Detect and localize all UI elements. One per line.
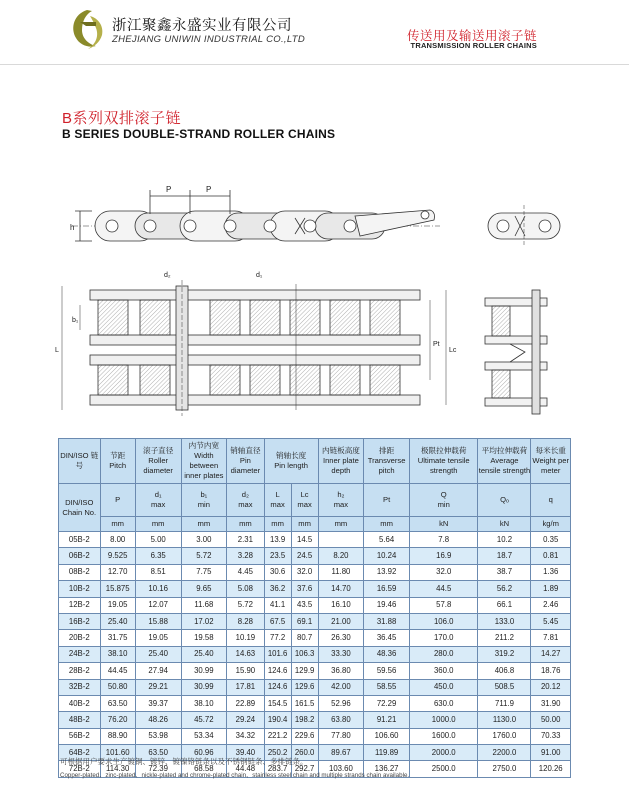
table-cell: 2000.0 [409, 745, 478, 761]
col-header-width: 内节内宽 Width between inner plates [181, 439, 227, 484]
symbol-cell: L max [264, 484, 291, 517]
table-cell: 63.80 [318, 712, 364, 728]
label-pitch-1: P [166, 185, 172, 194]
table-cell: 198.2 [291, 712, 318, 728]
col-header-pin-diameter: 销轴直径 Pin diameter [227, 439, 264, 484]
table-cell: 101.6 [264, 646, 291, 662]
label-d1: d₁ [256, 272, 263, 279]
table-cell: 48.26 [135, 712, 181, 728]
table-cell: 88.90 [100, 728, 135, 744]
chain-no-en-header: DIN/ISO Chain No. [59, 484, 101, 532]
table-cell: 10.2 [478, 532, 531, 548]
symbol-cell: d₁ max [135, 484, 181, 517]
table-cell: 136.27 [364, 761, 410, 777]
table-cell: 190.4 [264, 712, 291, 728]
chain-number-cell: 32B-2 [59, 679, 101, 695]
table-cell: 2.31 [227, 532, 264, 548]
table-cell: 77.2 [264, 630, 291, 646]
chain-number-cell: 08B-2 [59, 564, 101, 580]
table-cell: 67.5 [264, 613, 291, 629]
table-cell: 12.07 [135, 597, 181, 613]
company-name-cn: 浙江聚鑫永盛实业有限公司 [112, 18, 292, 34]
table-cell: 8.00 [100, 532, 135, 548]
table-cell: 21.00 [318, 613, 364, 629]
table-cell: 124.6 [264, 679, 291, 695]
label-l: L [55, 347, 59, 354]
table-cell: 58.55 [364, 679, 410, 695]
table-cell: 319.2 [478, 646, 531, 662]
table-cell: 31.90 [531, 695, 571, 711]
table-cell: 63.50 [100, 695, 135, 711]
table-cell: 18.7 [478, 548, 531, 564]
table-cell: 4.45 [227, 564, 264, 580]
table-cell: 17.02 [181, 613, 227, 629]
label-b1: b₁ [72, 317, 79, 324]
table-cell: 70.33 [531, 728, 571, 744]
table-cell: 43.5 [291, 597, 318, 613]
table-cell: 360.0 [409, 663, 478, 679]
table-cell: 14.27 [531, 646, 571, 662]
table-cell: 50.80 [100, 679, 135, 695]
table-cell: 76.20 [100, 712, 135, 728]
table-cell: 25.40 [100, 613, 135, 629]
unit-cell: mm [181, 517, 227, 532]
table-symbol-row [59, 484, 571, 517]
table-cell: 5.72 [227, 597, 264, 613]
col-header-pin-length: 销轴长度 Pin length [264, 439, 318, 484]
table-cell: 72.39 [135, 761, 181, 777]
table-cell: 39.40 [227, 745, 264, 761]
table-cell: 9.65 [181, 581, 227, 597]
symbol-cell: d₂ max [227, 484, 264, 517]
symbol-cell: Qₒ [478, 484, 531, 517]
table-cell: 30.99 [181, 663, 227, 679]
table-cell: 508.5 [478, 679, 531, 695]
table-unit-row [59, 517, 571, 532]
chain-number-cell: 48B-2 [59, 712, 101, 728]
table-cell: 44.45 [100, 663, 135, 679]
table-cell: 120.26 [531, 761, 571, 777]
table-cell: 39.37 [135, 695, 181, 711]
table-cell: 19.05 [135, 630, 181, 646]
chain-number-cell: 56B-2 [59, 728, 101, 744]
table-cell: 18.76 [531, 663, 571, 679]
chain-no-header: DIN/ISO 链号 [59, 439, 101, 484]
table-cell: 5.00 [135, 532, 181, 548]
table-cell: 30.99 [181, 679, 227, 695]
table-cell: 10.16 [135, 581, 181, 597]
table-cell: 13.92 [364, 564, 410, 580]
table-cell: 36.80 [318, 663, 364, 679]
symbol-cell: P [100, 484, 135, 517]
table-cell: 57.8 [409, 597, 478, 613]
table-cell: 45.72 [181, 712, 227, 728]
symbol-cell: Lc max [291, 484, 318, 517]
table-cell: 129.6 [291, 679, 318, 695]
table-row [59, 564, 571, 580]
table-row [59, 630, 571, 646]
table-cell: 280.0 [409, 646, 478, 662]
table-cell: 89.67 [318, 745, 364, 761]
table-cell: 72.29 [364, 695, 410, 711]
table-cell: 1.89 [531, 581, 571, 597]
table-cell: 2500.0 [409, 761, 478, 777]
unit-cell: mm [291, 517, 318, 532]
table-row [59, 613, 571, 629]
table-cell: 13.9 [264, 532, 291, 548]
table-cell: 161.5 [291, 695, 318, 711]
chain-number-cell: 20B-2 [59, 630, 101, 646]
table-cell: 42.00 [318, 679, 364, 695]
table-row [59, 581, 571, 597]
chain-number-cell: 06B-2 [59, 548, 101, 564]
table-cell: 2200.0 [478, 745, 531, 761]
table-cell: 20.12 [531, 679, 571, 695]
table-cell: 9.525 [100, 548, 135, 564]
unit-cell: mm [100, 517, 135, 532]
table-cell: 23.5 [264, 548, 291, 564]
table-cell: 6.35 [135, 548, 181, 564]
table-row [59, 597, 571, 613]
table-cell: 37.6 [291, 581, 318, 597]
table-cell: 14.5 [291, 532, 318, 548]
table-cell: 1760.0 [478, 728, 531, 744]
table-cell: 16.10 [318, 597, 364, 613]
table-row [59, 532, 571, 548]
table-cell: 68.58 [181, 761, 227, 777]
table-cell: 38.10 [100, 646, 135, 662]
table-cell: 5.72 [181, 548, 227, 564]
table-cell: 52.96 [318, 695, 364, 711]
chain-number-cell: 24B-2 [59, 646, 101, 662]
unit-cell: mm [264, 517, 291, 532]
table-row [59, 695, 571, 711]
table-cell: 106.3 [291, 646, 318, 662]
unit-cell: kg/m [531, 517, 571, 532]
unit-cell: kN [409, 517, 478, 532]
table-cell: 29.24 [227, 712, 264, 728]
table-cell: 211.2 [478, 630, 531, 646]
table-cell: 24.5 [291, 548, 318, 564]
table-cell: 114.30 [100, 761, 135, 777]
table-cell: 260.0 [291, 745, 318, 761]
table-cell: 22.89 [227, 695, 264, 711]
table-cell: 14.63 [227, 646, 264, 662]
note-cn: 可根据用户要求生产镀铜、镀锌、镀镍铬链条以及不锈钢链条、多排链条。 [60, 757, 308, 766]
label-d2: d₂ [164, 272, 171, 279]
chain-number-cell: 72B-2 [59, 761, 101, 777]
col-header-roller: 滚子直径 Roller diameter [135, 439, 181, 484]
table-row [59, 679, 571, 695]
table-cell: 32.0 [291, 564, 318, 580]
table-cell: 3.28 [227, 548, 264, 564]
table-cell: 15.875 [100, 581, 135, 597]
table-cell: 0.81 [531, 548, 571, 564]
table-cell: 229.6 [291, 728, 318, 744]
table-cell: 33.30 [318, 646, 364, 662]
table-cell [318, 532, 364, 548]
chain-number-cell: 10B-2 [59, 581, 101, 597]
table-cell: 7.75 [181, 564, 227, 580]
table-cell: 56.2 [478, 581, 531, 597]
unit-cell: kN [478, 517, 531, 532]
table-cell: 11.80 [318, 564, 364, 580]
note-en: Copper-plated、zinc-plated、nickle-plated and chrome-plated chain、stainless steel chain and multiple strands chain available. [60, 772, 410, 779]
table-cell: 63.50 [135, 745, 181, 761]
table-cell: 30.6 [264, 564, 291, 580]
label-h: h [70, 223, 75, 232]
symbol-cell: q [531, 484, 571, 517]
symbol-cell: Q min [409, 484, 478, 517]
chain-number-cell: 40B-2 [59, 695, 101, 711]
chain-number-cell: 05B-2 [59, 532, 101, 548]
col-header-plate-depth: 内链板高度 Inner plate depth [318, 439, 364, 484]
table-cell: 7.8 [409, 532, 478, 548]
unit-cell: mm [227, 517, 264, 532]
table-cell: 26.30 [318, 630, 364, 646]
table-cell: 2750.0 [478, 761, 531, 777]
table-cell: 8.20 [318, 548, 364, 564]
table-cell: 77.80 [318, 728, 364, 744]
table-row [59, 663, 571, 679]
table-cell: 1000.0 [409, 712, 478, 728]
label-pitch-2: P [206, 185, 212, 194]
table-cell: 1130.0 [478, 712, 531, 728]
col-header-ultimate: 极限拉伸载荷 Ultimate tensile strength [409, 439, 478, 484]
col-header-pitch: 节距 Pitch [100, 439, 135, 484]
table-cell: 1600.0 [409, 728, 478, 744]
unit-cell: mm [318, 517, 364, 532]
table-cell: 221.2 [264, 728, 291, 744]
table-cell: 16.59 [364, 581, 410, 597]
table-cell: 630.0 [409, 695, 478, 711]
table-cell: 31.75 [100, 630, 135, 646]
table-cell: 0.35 [531, 532, 571, 548]
table-cell: 25.40 [181, 646, 227, 662]
table-cell: 2.46 [531, 597, 571, 613]
table-cell: 7.81 [531, 630, 571, 646]
table-cell: 106.0 [409, 613, 478, 629]
table-row [59, 712, 571, 728]
table-cell: 5.64 [364, 532, 410, 548]
table-cell: 106.60 [364, 728, 410, 744]
table-cell: 41.1 [264, 597, 291, 613]
unit-cell: mm [135, 517, 181, 532]
table-cell: 133.0 [478, 613, 531, 629]
col-header-average: 平均拉伸载荷 Average tensile strength [478, 439, 531, 484]
table-cell: 31.88 [364, 613, 410, 629]
table-cell: 91.21 [364, 712, 410, 728]
col-header-transverse: 排距 Transverse pitch [364, 439, 410, 484]
table-cell: 44.5 [409, 581, 478, 597]
table-cell: 36.45 [364, 630, 410, 646]
section-title-en: B SERIES DOUBLE-STRAND ROLLER CHAINS [62, 127, 336, 141]
table-cell: 66.1 [478, 597, 531, 613]
table-cell: 38.10 [181, 695, 227, 711]
table-cell: 38.7 [478, 564, 531, 580]
table-cell: 32.0 [409, 564, 478, 580]
table-cell: 12.70 [100, 564, 135, 580]
table-cell: 50.00 [531, 712, 571, 728]
table-cell: 119.89 [364, 745, 410, 761]
symbol-cell: h₂ max [318, 484, 364, 517]
table-row [59, 728, 571, 744]
section-title-cn: B系列双排滚子链 [62, 110, 182, 127]
table-cell: 450.0 [409, 679, 478, 695]
table-cell: 11.68 [181, 597, 227, 613]
table-cell: 27.94 [135, 663, 181, 679]
table-cell: 19.58 [181, 630, 227, 646]
chain-number-cell: 12B-2 [59, 597, 101, 613]
label-lc: Lc [449, 347, 457, 354]
table-cell: 48.36 [364, 646, 410, 662]
table-cell: 406.8 [478, 663, 531, 679]
table-cell: 292.7 [291, 761, 318, 777]
table-cell: 80.7 [291, 630, 318, 646]
symbol-cell: b₁ min [181, 484, 227, 517]
table-cell: 5.45 [531, 613, 571, 629]
symbol-cell: Pt [364, 484, 410, 517]
table-cell: 19.46 [364, 597, 410, 613]
table-cell: 17.81 [227, 679, 264, 695]
table-cell: 103.60 [318, 761, 364, 777]
table-cell: 1.36 [531, 564, 571, 580]
label-pt: Pt [433, 341, 440, 348]
table-cell: 53.98 [135, 728, 181, 744]
table-cell: 154.5 [264, 695, 291, 711]
table-cell: 59.56 [364, 663, 410, 679]
table-cell: 19.05 [100, 597, 135, 613]
table-row [59, 646, 571, 662]
category-tag-en: TRANSMISSION ROLLER CHAINS [410, 41, 537, 50]
category-tag-cn: 传送用及输送用滚子链 [406, 29, 537, 43]
table-cell: 8.28 [227, 613, 264, 629]
table-cell: 124.6 [264, 663, 291, 679]
table-cell: 15.88 [135, 613, 181, 629]
table-cell: 14.70 [318, 581, 364, 597]
chain-number-cell: 16B-2 [59, 613, 101, 629]
table-cell: 36.2 [264, 581, 291, 597]
table-cell: 250.2 [264, 745, 291, 761]
table-cell: 53.34 [181, 728, 227, 744]
table-cell: 8.51 [135, 564, 181, 580]
table-cell: 16.9 [409, 548, 478, 564]
table-cell: 101.60 [100, 745, 135, 761]
table-cell: 29.21 [135, 679, 181, 695]
table-cell: 91.00 [531, 745, 571, 761]
table-cell: 69.1 [291, 613, 318, 629]
table-cell: 129.9 [291, 663, 318, 679]
table-cell: 10.19 [227, 630, 264, 646]
table-cell: 3.00 [181, 532, 227, 548]
table-row [59, 548, 571, 564]
table-cell: 15.90 [227, 663, 264, 679]
table-cell: 60.96 [181, 745, 227, 761]
chain-number-cell: 28B-2 [59, 663, 101, 679]
col-header-weight: 每米长重 Weight per meter [531, 439, 571, 484]
table-cell: 283.7 [264, 761, 291, 777]
table-header-row [59, 439, 571, 484]
unit-cell: mm [364, 517, 410, 532]
company-name-en: ZHEJIANG UNIWIN INDUSTRIAL CO.,LTD [112, 34, 306, 45]
table-cell: 711.9 [478, 695, 531, 711]
table-cell: 34.32 [227, 728, 264, 744]
table-cell: 10.24 [364, 548, 410, 564]
table-cell: 5.08 [227, 581, 264, 597]
table-cell: 44.48 [227, 761, 264, 777]
table-cell: 170.0 [409, 630, 478, 646]
chain-number-cell: 64B-2 [59, 745, 101, 761]
table-cell: 25.40 [135, 646, 181, 662]
specification-table [58, 438, 571, 778]
